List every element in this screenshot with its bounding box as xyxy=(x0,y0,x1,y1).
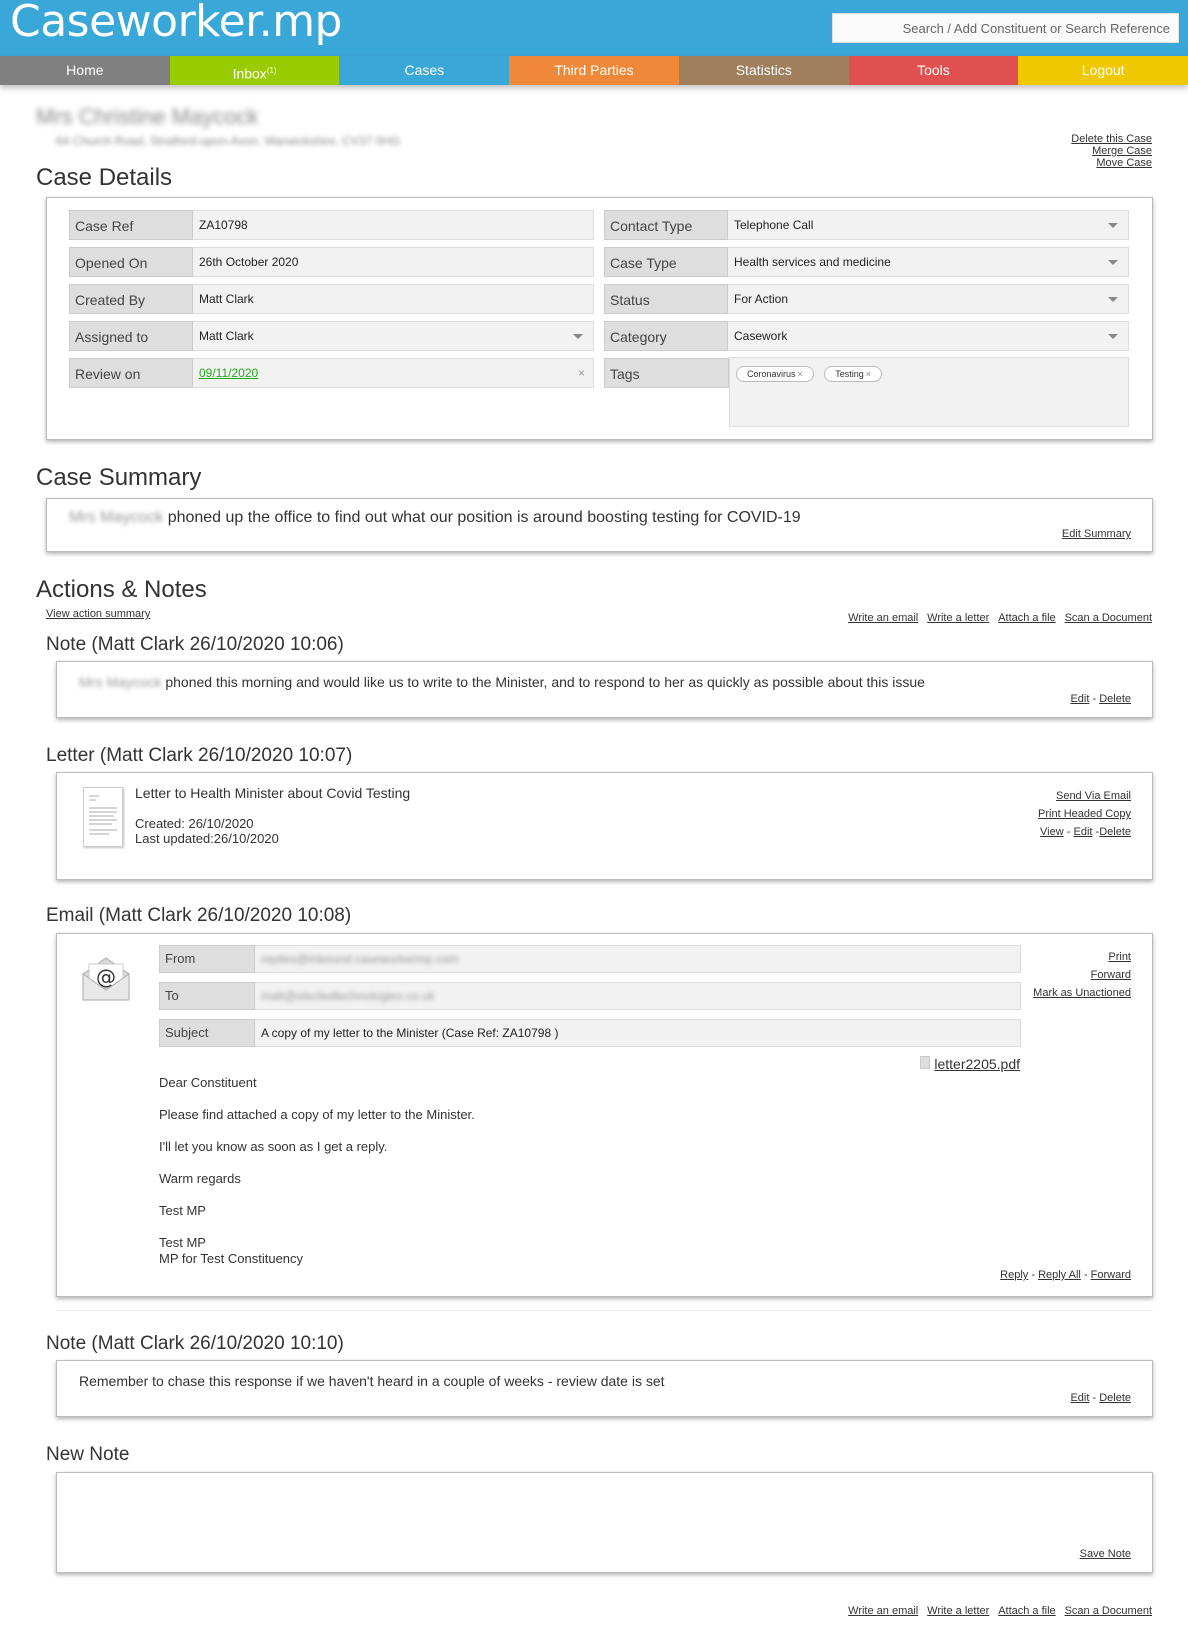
edit-note-link[interactable]: Edit xyxy=(1070,693,1090,705)
nav-home[interactable]: Home xyxy=(0,56,170,85)
app-logo[interactable]: Caseworker.mp xyxy=(10,0,342,47)
case-ref-label: Case Ref xyxy=(69,210,193,240)
email-signoff: Warm regards xyxy=(159,1171,241,1186)
email-side-actions xyxy=(1033,948,1131,1002)
nav-third-parties[interactable]: Third Parties xyxy=(509,56,679,85)
email-signature: MP for Test Constituency xyxy=(159,1251,304,1266)
case-type-field xyxy=(604,247,1129,277)
tag-chip[interactable] xyxy=(824,366,882,382)
email-panel xyxy=(56,933,1153,1297)
email-signature: Test MP xyxy=(159,1203,206,1218)
email-subject-value: A copy of my letter to the Minister (Case Ref: ZA10798 ) xyxy=(255,1019,1021,1047)
write-email-link[interactable]: Write an email xyxy=(848,1605,919,1617)
letter-title[interactable]: Letter to Health Minister about Covid Testing xyxy=(135,785,411,801)
reply-link[interactable]: Reply xyxy=(1000,1269,1029,1281)
save-note-button[interactable]: Save Note xyxy=(1079,1548,1131,1560)
nav-inbox-badge: (1) xyxy=(266,66,277,75)
email-subject-row xyxy=(159,1019,1021,1047)
note-panel xyxy=(56,661,1153,718)
delete-letter-link[interactable]: Delete xyxy=(1099,826,1131,838)
contact-type-value: Telephone Call xyxy=(734,218,814,232)
created-by-value: Matt Clark xyxy=(193,284,594,314)
write-email-link[interactable]: Write an email xyxy=(848,612,919,624)
action-links-top xyxy=(848,608,1152,626)
write-letter-link[interactable]: Write a letter xyxy=(927,612,990,624)
contact-type-label: Contact Type xyxy=(604,210,728,240)
letter-heading: Letter (Matt Clark 26/10/2020 10:07) xyxy=(46,745,353,766)
write-letter-link[interactable]: Write a letter xyxy=(927,1605,990,1617)
email-heading: Email (Matt Clark 26/10/2020 10:08) xyxy=(46,905,352,926)
document-icon xyxy=(83,787,123,847)
created-by-field xyxy=(69,284,594,314)
review-on-label: Review on xyxy=(69,358,193,388)
email-body-line: I'll let you know as soon as I get a reply. xyxy=(159,1139,388,1154)
category-value: Casework xyxy=(734,329,788,343)
case-summary-text: phoned up the office to find out what our position is around boosting testing for COVID-19 xyxy=(167,509,801,526)
separator: - xyxy=(1095,826,1100,838)
attachment[interactable] xyxy=(920,1056,1020,1072)
nav-logout[interactable]: Logout xyxy=(1018,56,1188,85)
view-letter-link[interactable]: View xyxy=(1040,826,1064,838)
actions-notes-heading: Actions & Notes xyxy=(36,576,207,603)
tags-input[interactable] xyxy=(729,357,1129,427)
main-nav xyxy=(0,56,1188,85)
remove-tag-icon[interactable]: × xyxy=(797,369,803,379)
attachment-link[interactable]: letter2205.pdf xyxy=(934,1056,1020,1072)
letter-panel xyxy=(56,772,1153,880)
status-field xyxy=(604,284,1129,314)
review-on-value: 09/11/2020 xyxy=(199,366,259,380)
chevron-down-icon xyxy=(1108,260,1118,265)
contact-type-field xyxy=(604,210,1129,240)
nav-inbox-label: Inbox xyxy=(232,65,267,82)
email-envelope-icon xyxy=(81,956,131,1007)
note-heading: Note (Matt Clark 26/10/2020 10:10) xyxy=(46,1333,344,1354)
svg-text:@: @ xyxy=(96,965,116,989)
email-signature: Test MP xyxy=(159,1235,206,1250)
note-panel xyxy=(56,1360,1153,1417)
email-from-address: replies@inbound.caseworkermp.com xyxy=(261,952,459,966)
delete-case-link[interactable]: Delete this Case xyxy=(1071,133,1152,145)
case-type-select[interactable] xyxy=(728,247,1129,277)
separator: - xyxy=(1066,826,1071,838)
status-label: Status xyxy=(604,284,728,314)
note-heading: Note (Matt Clark 26/10/2020 10:06) xyxy=(46,634,344,655)
email-from-value xyxy=(255,945,1021,973)
constituent-name[interactable]: Mrs Christine Maycock xyxy=(36,104,259,129)
case-ref-value: ZA10798 xyxy=(193,210,594,240)
tags-label: Tags xyxy=(604,358,729,388)
status-value: For Action xyxy=(734,292,789,306)
new-note-heading: New Note xyxy=(46,1444,130,1465)
chevron-down-icon xyxy=(1108,297,1118,302)
edit-note-link[interactable]: Edit xyxy=(1070,1392,1090,1404)
review-on-field xyxy=(69,358,594,388)
chevron-down-icon xyxy=(1108,223,1118,228)
delete-note-link[interactable]: Delete xyxy=(1099,693,1131,705)
separator: - xyxy=(1083,1269,1088,1281)
constituent-address: 64 Church Road, Stratford-upon-Avon, Warwickshire, CV37 0HG xyxy=(56,134,401,148)
email-from-label: From xyxy=(159,945,255,973)
move-case-link[interactable]: Move Case xyxy=(1096,157,1152,169)
mark-unactioned-link[interactable]: Mark as Unactioned xyxy=(1033,987,1131,999)
new-note-panel xyxy=(56,1472,1153,1573)
case-ref-field xyxy=(69,210,594,240)
view-action-summary-link[interactable]: View action summary xyxy=(46,608,151,620)
opened-on-value: 26th October 2020 xyxy=(193,247,594,277)
separator: - xyxy=(1092,1392,1097,1404)
category-select[interactable] xyxy=(728,321,1129,351)
letter-actions xyxy=(1038,787,1131,841)
nav-cases[interactable]: Cases xyxy=(339,56,509,85)
remove-tag-icon[interactable]: × xyxy=(865,369,872,379)
divider xyxy=(56,1310,1153,1311)
tag-label: Testing xyxy=(835,369,864,379)
scan-document-link[interactable]: Scan a Document xyxy=(1064,612,1152,624)
note-text-line xyxy=(79,674,925,690)
send-via-email-link[interactable]: Send Via Email xyxy=(1055,790,1131,802)
scan-document-link[interactable]: Scan a Document xyxy=(1064,1605,1152,1617)
letter-created: Created: 26/10/2020 xyxy=(135,816,254,831)
case-type-label: Case Type xyxy=(604,247,728,277)
email-to-address: matt@electedtechnologies.co.uk xyxy=(261,989,435,1003)
app-header xyxy=(0,0,1188,56)
merge-case-link[interactable]: Merge Case xyxy=(1092,145,1152,157)
opened-on-label: Opened On xyxy=(69,247,193,277)
separator: - xyxy=(1031,1269,1035,1281)
tag-chip[interactable] xyxy=(736,366,814,382)
assigned-to-field xyxy=(69,321,594,351)
note-text: phoned this morning and would like us to write to the Minister, and to respond to her as quickly as possible about this issue xyxy=(165,674,925,690)
case-type-value: Health services and medicine xyxy=(734,255,891,269)
reply-all-link[interactable]: Reply All xyxy=(1038,1269,1081,1281)
file-icon xyxy=(920,1056,930,1069)
note-text: Remember to chase this response if we haven't heard in a couple of weeks - review date is set xyxy=(79,1373,665,1389)
forward-link[interactable]: Forward xyxy=(1090,1269,1131,1281)
chevron-down-icon xyxy=(573,334,583,339)
note-actions xyxy=(1070,693,1131,705)
case-actions xyxy=(1071,133,1152,169)
letter-updated: Last updated:26/10/2020 xyxy=(135,831,279,846)
category-field xyxy=(604,321,1129,351)
case-summary-text-line xyxy=(69,509,801,527)
search-input[interactable]: Search / Add Constituent or Search Reference xyxy=(832,13,1179,43)
email-greeting: Dear Constituent xyxy=(159,1075,257,1090)
email-from-row xyxy=(159,945,1021,973)
opened-on-field xyxy=(69,247,594,277)
action-links-bottom xyxy=(848,1601,1152,1619)
category-label: Category xyxy=(604,321,728,351)
summary-constituent-name: Mrs Maycock xyxy=(69,509,164,526)
clear-icon[interactable]: × xyxy=(577,366,585,380)
tags-field xyxy=(604,358,729,388)
print-headed-copy-link[interactable]: Print Headed Copy xyxy=(1038,808,1131,820)
case-details-heading: Case Details xyxy=(36,164,173,191)
separator: - xyxy=(1092,693,1097,705)
email-reply-actions xyxy=(1000,1269,1131,1281)
edit-letter-link[interactable]: Edit xyxy=(1073,826,1093,838)
note-constituent-name: Mrs Maycock xyxy=(79,674,162,690)
attach-file-link[interactable]: Attach a file xyxy=(998,1605,1056,1617)
review-on-input[interactable] xyxy=(193,358,594,388)
new-note-textarea[interactable] xyxy=(67,1481,1067,1541)
email-to-value xyxy=(255,982,1021,1010)
created-by-label: Created By xyxy=(69,284,193,314)
edit-summary-link[interactable]: Edit Summary xyxy=(1061,528,1131,540)
print-email-link[interactable]: Print xyxy=(1108,951,1131,963)
nav-inbox[interactable] xyxy=(170,56,340,85)
email-body-line: Please find attached a copy of my letter to the Minister. xyxy=(159,1107,475,1122)
case-summary-heading: Case Summary xyxy=(36,464,202,491)
delete-note-link[interactable]: Delete xyxy=(1099,1392,1131,1404)
assigned-to-value: Matt Clark xyxy=(199,329,254,343)
nav-statistics[interactable]: Statistics xyxy=(679,56,849,85)
chevron-down-icon xyxy=(1108,334,1118,339)
contact-type-select[interactable] xyxy=(728,210,1129,240)
attach-file-link[interactable]: Attach a file xyxy=(998,612,1056,624)
email-subject-label: Subject xyxy=(159,1019,255,1047)
email-to-label: To xyxy=(159,982,255,1010)
forward-email-link[interactable]: Forward xyxy=(1090,969,1131,981)
assigned-to-label: Assigned to xyxy=(69,321,193,351)
tag-label: Coronavirus xyxy=(747,369,796,379)
email-to-row xyxy=(159,982,1021,1010)
case-summary-panel xyxy=(46,498,1153,552)
note-actions xyxy=(1070,1392,1131,1404)
nav-tools[interactable]: Tools xyxy=(849,56,1019,85)
assigned-to-select[interactable] xyxy=(193,321,594,351)
status-select[interactable] xyxy=(728,284,1129,314)
